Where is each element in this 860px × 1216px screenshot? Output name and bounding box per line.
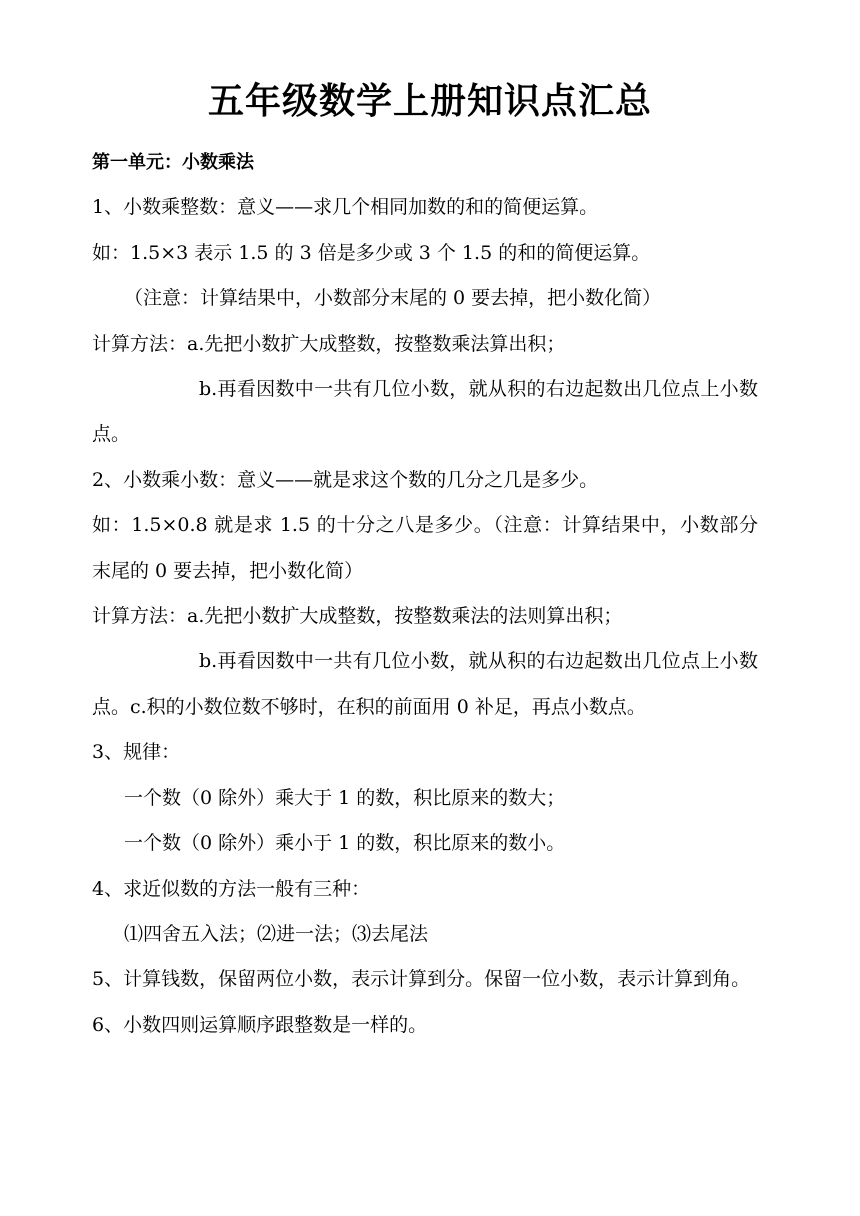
point-2-method-a: 计算方法：a.先把小数扩大成整数，按整数乘法的法则算出积； (92, 605, 623, 628)
document-title: 五年级数学上册知识点汇总 (207, 81, 652, 122)
point-5-money: 5、计算钱数，保留两位小数，表示计算到分。保留一位小数，表示计算到角。 (92, 968, 751, 991)
point-1-method-a: 计算方法：a.先把小数扩大成整数，按整数乘法算出积； (92, 332, 566, 355)
document-body (92, 140, 758, 1048)
point-6-order: 6、小数四则运算顺序跟整数是一样的。 (92, 1013, 428, 1036)
point-1-method-b-text: b.再看因数中一共有几位小数，就从积的右边起数出几位点上小数点。 (92, 378, 758, 446)
point-3-rule-less: 一个数（0 除外）乘小于 1 的数，积比原来的数小。 (124, 832, 566, 855)
point-2-example: 如：1.5×0.8 就是求 1.5 的十分之八是多少。（注意：计算结果中，小数部分末尾的 0 要去掉，把小数化简） (92, 514, 758, 582)
point-1-method-b (92, 367, 758, 458)
point-4-methods: ⑴四舍五入法；⑵进一法；⑶去尾法 (124, 922, 429, 945)
point-2-definition: 2、小数乘小数：意义——就是求这个数的几分之几是多少。 (92, 468, 599, 491)
point-1-example: 如：1.5×3 表示 1.5 的 3 倍是多少或 3 个 1.5 的和的简便运算。 (92, 241, 651, 264)
point-1-definition: 1、小数乘整数：意义——求几个相同加数的和的简便运算。 (92, 196, 599, 219)
point-2-method-b (92, 639, 758, 730)
point-3-heading: 3、规律： (92, 741, 181, 764)
point-4-heading: 4、求近似数的方法一般有三种： (92, 877, 371, 900)
point-2-method-b-text: b.再看因数中一共有几位小数，就从积的右边起数出几位点上小数点。c.积的小数位数不够时，在积的前面用 0 补足，再点小数点。 (92, 650, 758, 718)
point-1-note: （注意：计算结果中，小数部分末尾的 0 要去掉，把小数化简） (124, 287, 662, 310)
unit-heading: 第一单元：小数乘法 (92, 152, 254, 173)
point-3-rule-greater: 一个数（0 除外）乘大于 1 的数，积比原来的数大； (124, 786, 566, 809)
